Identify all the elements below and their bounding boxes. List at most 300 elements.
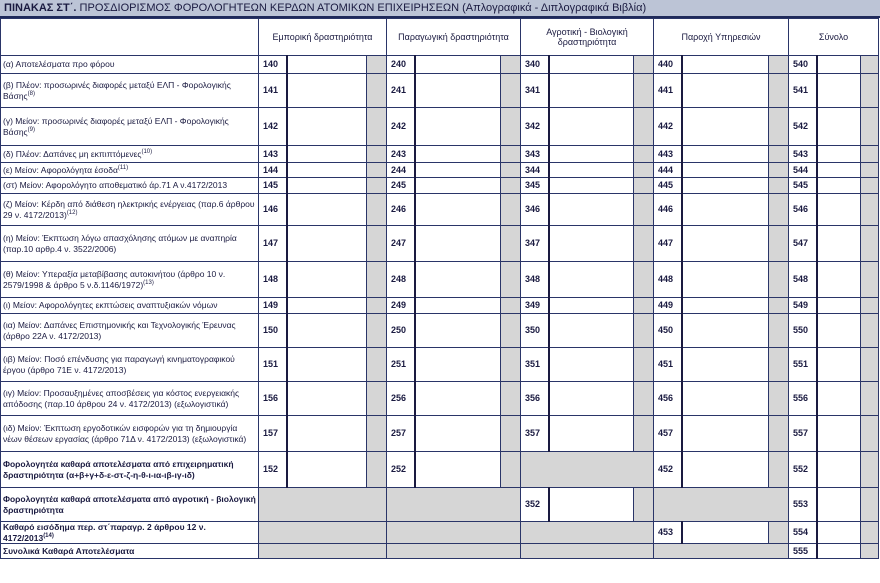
header-services: Παροχή Υπηρεσιών — [654, 19, 789, 56]
amount-field-production[interactable] — [415, 146, 501, 163]
shaded-margin — [634, 314, 654, 348]
field-code-total: 540 — [789, 56, 817, 74]
field-code-agricultural: 344 — [521, 163, 549, 178]
shaded-margin — [861, 56, 879, 74]
field-code-production: 244 — [387, 163, 415, 178]
footnote-ref: (12) — [66, 209, 78, 216]
shaded-margin — [861, 194, 879, 226]
shaded-margin — [634, 416, 654, 452]
field-code-commercial: 144 — [259, 163, 287, 178]
disabled-cell — [259, 488, 387, 522]
header-agricultural: Αγροτική - Βιολογική δραστηριότητα — [521, 19, 654, 56]
shaded-margin — [769, 314, 789, 348]
disabled-cell — [387, 522, 521, 544]
shaded-margin — [861, 348, 879, 382]
field-code-commercial: 150 — [259, 314, 287, 348]
row-label-text: (ια) Μείον: Δαπάνες Επιστημονικής και Τεχνολογικής Έρευνας (άρθρο 22Α ν. 4172/2013) — [3, 320, 236, 341]
field-code-production: 252 — [387, 452, 415, 488]
field-code-services: 450 — [654, 314, 682, 348]
table-row — [1, 522, 879, 544]
field-code-total: 545 — [789, 178, 817, 194]
amount-field-commercial[interactable] — [287, 314, 367, 348]
row-label-text: (ιγ) Μείον: Προσαυξημένες αποσβέσεις για κόστος ενεργειακής απόδοσης (παρ.10 άρθρου 24 ν. 4172/2013) (εξωλογιστικά) — [3, 388, 240, 409]
shaded-margin — [769, 382, 789, 416]
field-code-commercial: 147 — [259, 226, 287, 262]
disabled-cell — [259, 544, 387, 559]
shaded-margin — [861, 544, 879, 559]
field-code-services: 448 — [654, 262, 682, 298]
amount-field-commercial[interactable] — [287, 348, 367, 382]
amount-field-agricultural[interactable] — [549, 226, 634, 262]
field-code-commercial: 141 — [259, 74, 287, 108]
field-code-services: 456 — [654, 382, 682, 416]
table-row — [1, 74, 879, 108]
amount-field-total[interactable] — [817, 194, 861, 226]
row-label — [1, 226, 259, 262]
shaded-margin — [769, 226, 789, 262]
field-code-agricultural: 341 — [521, 74, 549, 108]
shaded-margin — [634, 146, 654, 163]
amount-field-production[interactable] — [415, 298, 501, 314]
field-code-production: 247 — [387, 226, 415, 262]
shaded-margin — [861, 262, 879, 298]
shaded-margin — [501, 452, 521, 488]
amount-field-commercial[interactable] — [287, 262, 367, 298]
table-row — [1, 488, 879, 522]
table-title-main: ΠΙΝΑΚΑΣ ΣΤ΄. — [4, 2, 77, 14]
shaded-margin — [861, 108, 879, 146]
shaded-margin — [861, 452, 879, 488]
shaded-margin — [634, 488, 654, 522]
amount-field-production[interactable] — [415, 108, 501, 146]
amount-field-commercial[interactable] — [287, 226, 367, 262]
row-label — [1, 298, 259, 314]
field-code-services: 445 — [654, 178, 682, 194]
row-label — [1, 452, 259, 488]
shaded-margin — [634, 194, 654, 226]
amount-field-total[interactable] — [817, 178, 861, 194]
header-commercial: Εμπορική δραστηριότητα — [259, 19, 387, 56]
amount-field-commercial[interactable] — [287, 416, 367, 452]
amount-field-services[interactable] — [682, 262, 769, 298]
field-code-services: 446 — [654, 194, 682, 226]
field-code-total: 550 — [789, 314, 817, 348]
shaded-margin — [634, 298, 654, 314]
amount-field-commercial[interactable] — [287, 56, 367, 74]
shaded-margin — [501, 178, 521, 194]
amount-field-production[interactable] — [415, 382, 501, 416]
amount-field-production[interactable] — [415, 348, 501, 382]
amount-field-services[interactable] — [682, 178, 769, 194]
field-code-production: 248 — [387, 262, 415, 298]
amount-field-agricultural[interactable] — [549, 146, 634, 163]
amount-field-services[interactable] — [682, 452, 769, 488]
row-label-text: Συνολικά Καθαρά Αποτελέσματα — [3, 545, 135, 556]
shaded-margin — [861, 226, 879, 262]
field-code-commercial: 140 — [259, 56, 287, 74]
shaded-margin — [367, 452, 387, 488]
shaded-margin — [769, 348, 789, 382]
shaded-margin — [367, 314, 387, 348]
shaded-margin — [501, 226, 521, 262]
table-row — [1, 146, 879, 163]
footnote-ref: (8) — [27, 90, 35, 97]
amount-field-production[interactable] — [415, 163, 501, 178]
row-label — [1, 382, 259, 416]
shaded-margin — [367, 416, 387, 452]
amount-field-production[interactable] — [415, 74, 501, 108]
field-code-production: 246 — [387, 194, 415, 226]
row-label — [1, 108, 259, 146]
field-code-commercial: 156 — [259, 382, 287, 416]
amount-field-agricultural[interactable] — [549, 74, 634, 108]
amount-field-agricultural[interactable] — [549, 163, 634, 178]
amount-field-commercial[interactable] — [287, 298, 367, 314]
field-code-production: 256 — [387, 382, 415, 416]
footnote-ref: (14) — [43, 532, 54, 539]
field-code-commercial: 145 — [259, 178, 287, 194]
shaded-margin — [501, 314, 521, 348]
field-code-production: 250 — [387, 314, 415, 348]
header-total: Σύνολο — [789, 19, 879, 56]
disabled-cell — [387, 544, 521, 559]
row-label-text: (ιδ) Μείον: Έκπτωση εργοδοτικών εισφορών για τη δημιουργία νέων θέσεων εργασίας (άρθρο 71Δ ν. 4172/2013) (εξωλογιστικά) — [3, 423, 247, 444]
amount-field-services[interactable] — [682, 194, 769, 226]
field-code-commercial: 142 — [259, 108, 287, 146]
field-code-production: 240 — [387, 56, 415, 74]
field-code-total: 555 — [789, 544, 817, 559]
field-code-total: 547 — [789, 226, 817, 262]
field-code-services: 440 — [654, 56, 682, 74]
shaded-margin — [501, 74, 521, 108]
amount-field-total[interactable] — [817, 382, 861, 416]
field-code-production: 241 — [387, 74, 415, 108]
row-label — [1, 348, 259, 382]
row-label — [1, 163, 259, 178]
shaded-margin — [501, 348, 521, 382]
amount-field-agricultural[interactable] — [549, 298, 634, 314]
row-label — [1, 314, 259, 348]
shaded-margin — [367, 178, 387, 194]
amount-field-total[interactable] — [817, 146, 861, 163]
amount-field-total[interactable] — [817, 522, 861, 544]
amount-field-production[interactable] — [415, 56, 501, 74]
shaded-margin — [769, 56, 789, 74]
shaded-margin — [367, 56, 387, 74]
row-label-text: (α) Αποτελέσματα προ φόρου — [3, 59, 115, 70]
amount-field-total[interactable] — [817, 262, 861, 298]
table-row — [1, 226, 879, 262]
amount-field-commercial[interactable] — [287, 163, 367, 178]
shaded-margin — [861, 178, 879, 194]
shaded-margin — [861, 522, 879, 544]
row-label — [1, 74, 259, 108]
shaded-margin — [861, 382, 879, 416]
amount-field-total[interactable] — [817, 544, 861, 559]
amount-field-production[interactable] — [415, 262, 501, 298]
field-code-agricultural: 349 — [521, 298, 549, 314]
amount-field-total[interactable] — [817, 56, 861, 74]
shaded-margin — [367, 226, 387, 262]
amount-field-total[interactable] — [817, 348, 861, 382]
row-label-text: (ι) Μείον: Αφορολόγητες εκπτώσεις αναπτυξιακών νόμων — [3, 300, 218, 311]
amount-field-agricultural[interactable] — [549, 488, 634, 522]
field-code-total: 546 — [789, 194, 817, 226]
amount-field-services[interactable] — [682, 74, 769, 108]
field-code-services: 453 — [654, 522, 682, 544]
row-label-text: Φορολογητέα καθαρά αποτελέσματα από επιχειρηματική δραστηριότητα (α+β+γ+δ-ε-στ-ζ-η-θ-ι-ια-ιβ-ιγ-ιδ) — [3, 459, 234, 480]
shaded-margin — [367, 262, 387, 298]
row-label — [1, 56, 259, 74]
amount-field-services[interactable] — [682, 108, 769, 146]
field-code-agricultural: 345 — [521, 178, 549, 194]
field-code-commercial: 149 — [259, 298, 287, 314]
field-code-services: 457 — [654, 416, 682, 452]
row-label — [1, 194, 259, 226]
shaded-margin — [634, 108, 654, 146]
field-code-commercial: 143 — [259, 146, 287, 163]
shaded-margin — [367, 348, 387, 382]
amount-field-agricultural[interactable] — [549, 108, 634, 146]
amount-field-commercial[interactable] — [287, 194, 367, 226]
field-code-total: 554 — [789, 522, 817, 544]
amount-field-production[interactable] — [415, 194, 501, 226]
field-code-production: 257 — [387, 416, 415, 452]
shaded-margin — [501, 146, 521, 163]
field-code-agricultural: 351 — [521, 348, 549, 382]
shaded-margin — [861, 488, 879, 522]
amount-field-services[interactable] — [682, 226, 769, 262]
amount-field-commercial[interactable] — [287, 146, 367, 163]
footnote-ref: (13) — [143, 279, 154, 286]
table-row — [1, 382, 879, 416]
field-code-production: 251 — [387, 348, 415, 382]
amount-field-services[interactable] — [682, 314, 769, 348]
amount-field-services[interactable] — [682, 348, 769, 382]
field-code-services: 443 — [654, 146, 682, 163]
field-code-commercial: 151 — [259, 348, 287, 382]
field-code-total: 556 — [789, 382, 817, 416]
shaded-margin — [634, 56, 654, 74]
disabled-cell — [521, 522, 654, 544]
disabled-cell — [654, 544, 789, 559]
table-row — [1, 452, 879, 488]
field-code-production: 242 — [387, 108, 415, 146]
shaded-margin — [861, 314, 879, 348]
table-row — [1, 163, 879, 178]
row-label-text: (ιβ) Μείον: Ποσό επένδυσης για παραγωγή κινηματογραφικού έργου (άρθρο 71Ε ν. 4172/2013) — [3, 354, 235, 375]
table-title — [0, 0, 880, 18]
shaded-margin — [367, 108, 387, 146]
shaded-margin — [769, 146, 789, 163]
amount-field-agricultural[interactable] — [549, 314, 634, 348]
disabled-cell — [654, 488, 789, 522]
shaded-margin — [769, 108, 789, 146]
shaded-margin — [769, 522, 789, 544]
amount-field-services[interactable] — [682, 416, 769, 452]
header-blank — [1, 19, 259, 56]
row-label-text: (δ) Πλέον: Δαπάνες μη εκπιπτόμενες — [3, 148, 142, 159]
disabled-cell — [521, 544, 654, 559]
shaded-margin — [501, 163, 521, 178]
disabled-cell — [387, 488, 521, 522]
table-row — [1, 314, 879, 348]
field-code-production: 249 — [387, 298, 415, 314]
footnote-ref: (10) — [141, 148, 153, 155]
shaded-margin — [861, 163, 879, 178]
shaded-margin — [367, 382, 387, 416]
shaded-margin — [367, 146, 387, 163]
field-code-services: 441 — [654, 74, 682, 108]
row-label-text: (στ) Μείον: Αφορολόγητο αποθεματικό άρ.71 Α ν.4172/2013 — [3, 180, 228, 191]
amount-field-agricultural[interactable] — [549, 382, 634, 416]
shaded-margin — [861, 146, 879, 163]
amount-field-agricultural[interactable] — [549, 416, 634, 452]
field-code-total: 548 — [789, 262, 817, 298]
amount-field-total[interactable] — [817, 314, 861, 348]
field-code-services: 444 — [654, 163, 682, 178]
field-code-total: 544 — [789, 163, 817, 178]
amount-field-total[interactable] — [817, 488, 861, 522]
row-label — [1, 488, 259, 522]
shaded-margin — [769, 262, 789, 298]
table-title-rest: ΠΡΟΣΔΙΟΡΙΣΜΟΣ ΦΟΡΟΛΟΓΗΤΕΩΝ ΚΕΡΔΩΝ ΑΤΟΜΙΚΩΝ ΕΠΙΧΕΙΡΗΣΕΩΝ (Απλογραφικά - Διπλογραφικά Βιβλία) — [79, 2, 647, 14]
field-code-services: 451 — [654, 348, 682, 382]
field-code-agricultural: 346 — [521, 194, 549, 226]
row-label — [1, 146, 259, 163]
amount-field-total[interactable] — [817, 416, 861, 452]
amount-field-services[interactable] — [682, 298, 769, 314]
shaded-margin — [501, 262, 521, 298]
table-row — [1, 194, 879, 226]
row-label-text: (ζ) Μείον: Κέρδη από διάθεση ηλεκτρικής ενέργειας (παρ.6 άρθρου 29 ν. 4172/2013) — [3, 199, 255, 220]
amount-field-production[interactable] — [415, 178, 501, 194]
field-code-agricultural: 350 — [521, 314, 549, 348]
field-code-total: 553 — [789, 488, 817, 522]
field-code-agricultural: 342 — [521, 108, 549, 146]
shaded-margin — [501, 416, 521, 452]
amount-field-services[interactable] — [682, 163, 769, 178]
header-production: Παραγωγική δραστηριότητα — [387, 19, 521, 56]
field-code-agricultural: 347 — [521, 226, 549, 262]
amount-field-agricultural[interactable] — [549, 348, 634, 382]
amount-field-production[interactable] — [415, 416, 501, 452]
amount-field-total[interactable] — [817, 452, 861, 488]
shaded-margin — [634, 348, 654, 382]
field-code-commercial: 146 — [259, 194, 287, 226]
table-row — [1, 56, 879, 74]
disabled-cell — [521, 452, 654, 488]
shaded-margin — [634, 163, 654, 178]
amount-field-total[interactable] — [817, 163, 861, 178]
amount-field-production[interactable] — [415, 452, 501, 488]
shaded-margin — [501, 298, 521, 314]
amount-field-total[interactable] — [817, 226, 861, 262]
table-row — [1, 348, 879, 382]
row-label-text: (θ) Μείον: Υπεραξία μεταβίβασης αυτοκινήτου (άρθρο 10 ν. 2579/1998 & άρθρο 5 ν.δ.1146/1972) — [3, 269, 226, 290]
amount-field-production[interactable] — [415, 314, 501, 348]
field-code-services: 447 — [654, 226, 682, 262]
field-code-agricultural: 352 — [521, 488, 549, 522]
amount-field-commercial[interactable] — [287, 74, 367, 108]
shaded-margin — [769, 163, 789, 178]
shaded-margin — [861, 416, 879, 452]
table-row — [1, 108, 879, 146]
field-code-services: 442 — [654, 108, 682, 146]
amount-field-total[interactable] — [817, 298, 861, 314]
row-label — [1, 544, 259, 559]
field-code-commercial: 157 — [259, 416, 287, 452]
field-code-agricultural: 340 — [521, 56, 549, 74]
field-code-total: 541 — [789, 74, 817, 108]
shaded-margin — [367, 194, 387, 226]
table-row — [1, 178, 879, 194]
row-label — [1, 416, 259, 452]
field-code-agricultural: 356 — [521, 382, 549, 416]
field-code-services: 449 — [654, 298, 682, 314]
amount-field-agricultural[interactable] — [549, 262, 634, 298]
row-label-text: Φορολογητέα καθαρά αποτελέσματα από αγροτική - βιολογική δραστηριότητα — [3, 494, 256, 515]
amount-field-agricultural[interactable] — [549, 56, 634, 74]
field-code-agricultural: 348 — [521, 262, 549, 298]
field-code-total: 543 — [789, 146, 817, 163]
amount-field-commercial[interactable] — [287, 382, 367, 416]
amount-field-services[interactable] — [682, 382, 769, 416]
shaded-margin — [769, 416, 789, 452]
field-code-production: 243 — [387, 146, 415, 163]
amount-field-total[interactable] — [817, 74, 861, 108]
shaded-margin — [769, 452, 789, 488]
field-code-total: 549 — [789, 298, 817, 314]
footnote-ref: (11) — [117, 164, 129, 171]
row-label-text: Καθαρό εισόδημα περ. στ΄παραγρ. 2 άρθρου 12 ν. 4172/2013 — [3, 522, 206, 543]
amount-field-services[interactable] — [682, 146, 769, 163]
row-label-text: (η) Μείον: Έκπτωση λόγω απασχόλησης ατόμων με αναπηρία (παρ.10 αρθρ.4 ν. 3522/2006) — [3, 233, 237, 254]
shaded-margin — [634, 178, 654, 194]
shaded-margin — [367, 74, 387, 108]
shaded-margin — [634, 226, 654, 262]
amount-field-total[interactable] — [817, 108, 861, 146]
shaded-margin — [634, 262, 654, 298]
amount-field-commercial[interactable] — [287, 452, 367, 488]
row-label — [1, 262, 259, 298]
amount-field-commercial[interactable] — [287, 178, 367, 194]
shaded-margin — [634, 74, 654, 108]
amount-field-agricultural[interactable] — [549, 194, 634, 226]
field-code-production: 245 — [387, 178, 415, 194]
table-row — [1, 298, 879, 314]
amount-field-agricultural[interactable] — [549, 178, 634, 194]
field-code-commercial: 148 — [259, 262, 287, 298]
row-label-text: (γ) Μείον: προσωρινές διαφορές μεταξύ ΕΛΠ - Φορολογικής Βάσης — [3, 116, 229, 137]
disabled-cell — [259, 522, 387, 544]
shaded-margin — [634, 382, 654, 416]
amount-field-services[interactable] — [682, 56, 769, 74]
field-code-services: 452 — [654, 452, 682, 488]
field-code-commercial: 152 — [259, 452, 287, 488]
amount-field-commercial[interactable] — [287, 108, 367, 146]
shaded-margin — [769, 74, 789, 108]
shaded-margin — [769, 298, 789, 314]
footnote-ref: (9) — [27, 126, 35, 133]
shaded-margin — [367, 298, 387, 314]
field-code-total: 551 — [789, 348, 817, 382]
amount-field-services[interactable] — [682, 522, 769, 544]
row-label — [1, 522, 259, 544]
field-code-agricultural: 343 — [521, 146, 549, 163]
header-row — [1, 19, 879, 56]
amount-field-production[interactable] — [415, 226, 501, 262]
